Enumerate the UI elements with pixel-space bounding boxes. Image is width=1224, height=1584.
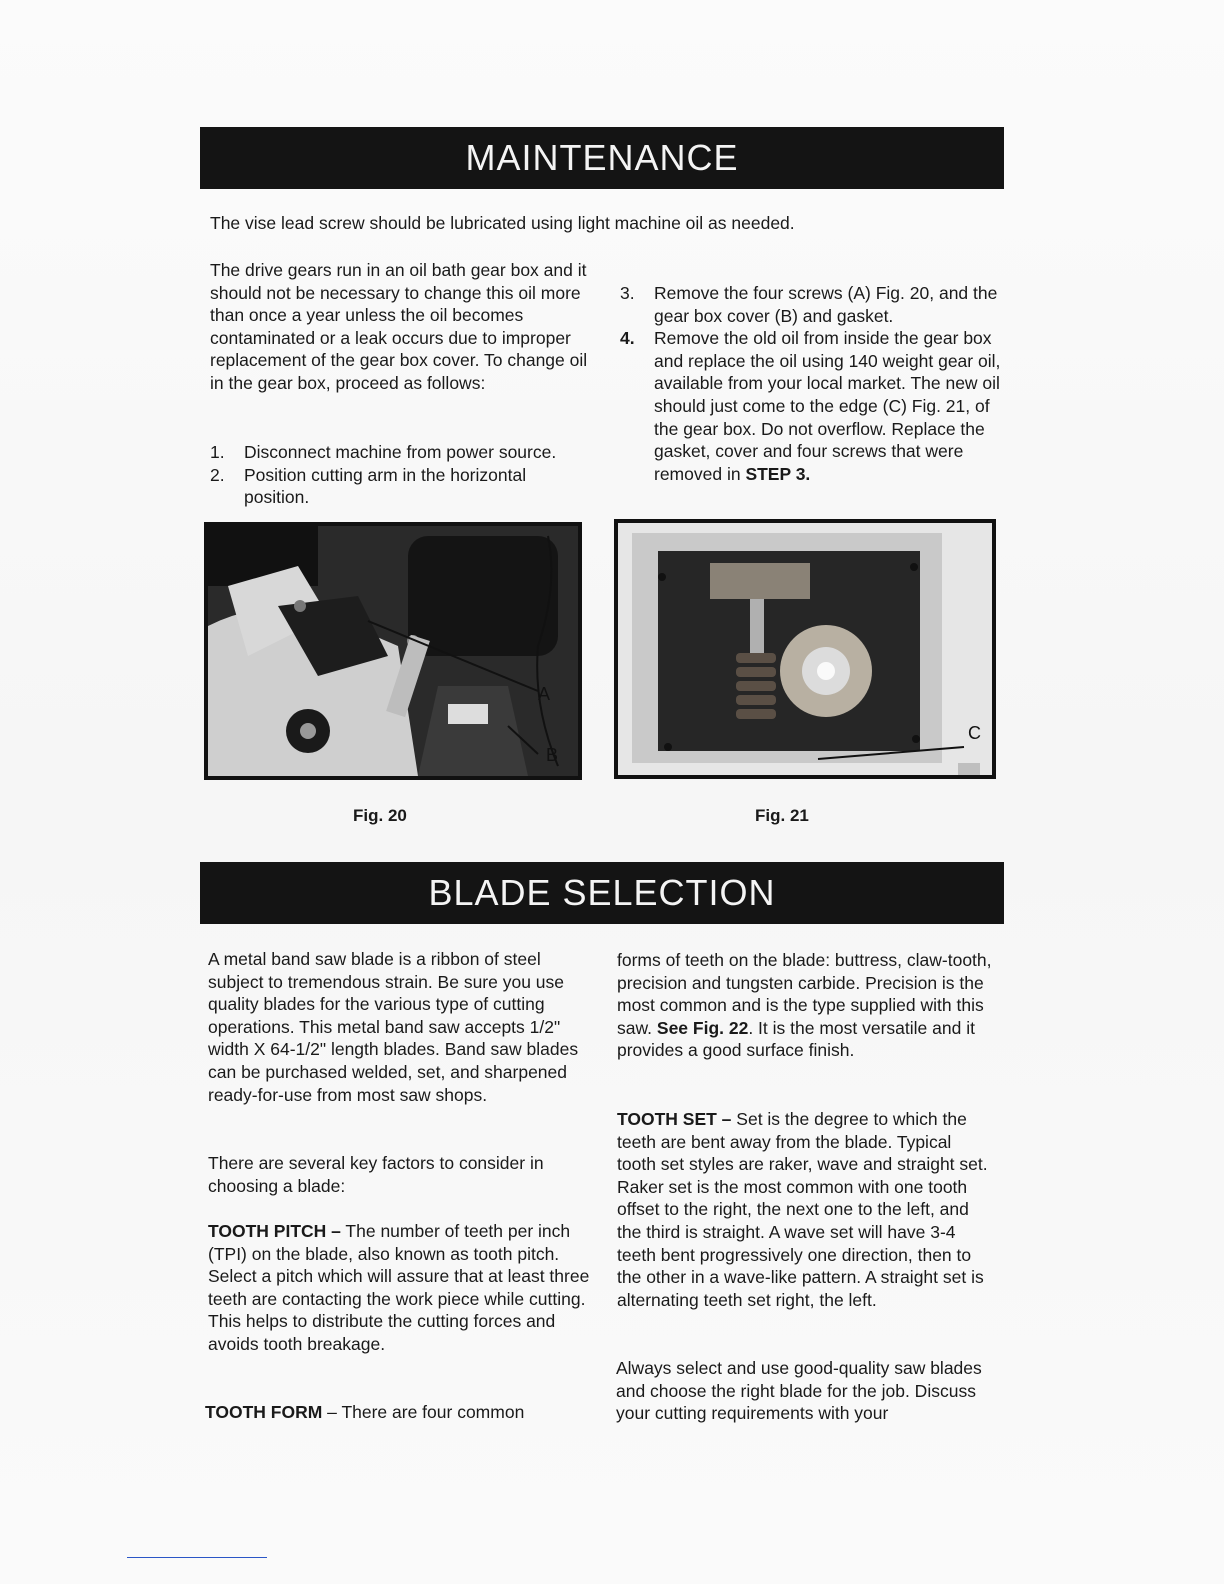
tooth-set-paragraph [617,1108,995,1311]
step-number: 2. [210,464,225,485]
callout-a-label: A [538,684,551,704]
callout-b-label: B [546,745,559,765]
figure-21-photo [614,519,996,779]
step-number: 4. [620,328,635,349]
step-item [620,282,1005,327]
tooth-form-heading: TOOTH FORM [205,1402,323,1422]
step-number: 3. [620,283,635,303]
tooth-pitch-paragraph [208,1220,593,1356]
step-text: Remove the four screws (A) Fig. 20, and the gear box cover (B) and gasket. [654,283,998,326]
step-reference: STEP 3. [745,463,811,484]
step-text: Position cutting arm in the horizontal position. [244,464,527,508]
step-text: Disconnect machine from power source. [244,442,557,462]
closing-paragraph: Always select and use good-quality saw blades and choose the right blade for the job. Discuss your cutting requirements with your [616,1358,982,1424]
maintenance-heading: MAINTENANCE [200,127,1004,189]
tooth-form-text: – There are four common [322,1402,525,1422]
lead-screw-note: The vise lead screw should be lubricated using light machine oil as needed. [210,213,795,233]
step-item [210,464,595,509]
gear-box-cover-illustration [208,526,578,776]
footer-line [127,1557,267,1558]
tooth-form-cont-text-end: . It is the most versatile and it provides a good surface finish. [617,1017,975,1061]
gear-box-interior-illustration [618,523,992,775]
gear-box-paragraph: The drive gears run in an oil bath gear box and it should not be necessary to change this oil more than once a year unless the oil becomes contaminated or a leak occurs due to improper replacement of the gear box cover. To change oil in the gear box, proceed as follows: [210,260,588,393]
fig-22-reference: See Fig. 22 [656,1017,749,1038]
key-factors-paragraph: There are several key factors to consider in choosing a blade: [208,1153,544,1196]
tooth-set-heading: TOOTH SET – [617,1109,732,1129]
tooth-form-paragraph-cont [617,949,995,1062]
step-item [210,441,595,464]
step-number: 1. [210,442,225,462]
blade-selection-heading: BLADE SELECTION [200,862,1004,924]
tooth-set-text: Set is the degree to which the teeth are bent away from the blade. Typical tooth set styles are raker, wave and straight set. Raker set is the most common with one tooth offset to the right, the next one to the left, and the third is straight. A wave set will have 3-4 teeth bent progressively one direction, then to the other in a wave-like pattern. A straight set is alternating teeth set right, the left. [617,1109,988,1310]
step-text: Remove the old oil from inside the gear box and replace the oil using 140 weight gear oil, available from your local market. The new oil should just come to the edge (C) Fig. 21, of the gear box. Do not overflow. Replace the gasket, cover and four screws that were removed in [654,328,1001,484]
step-item [620,327,1005,485]
tooth-form-paragraph-start [205,1401,590,1424]
tooth-form-cont-text: forms of teeth on the blade: buttress, claw-tooth, precision and tungsten carbide. Precision is the most common and is the type supplied with this saw. [617,950,992,1038]
blade-intro-paragraph: A metal band saw blade is a ribbon of steel subject to tremendous strain. Be sure you use quality blades for the various type of cutting operations. This metal band saw accepts 1/2" width X 64-1/2" length blades. Band saw blades can be purchased welded, set, and sharpened ready-for-use from most saw shops. [208,949,579,1105]
figure-20-caption: Fig. 20 [353,806,407,825]
steps-list-left [210,441,595,509]
tooth-pitch-heading: TOOTH PITCH – [208,1221,341,1241]
callout-c-label: C [968,723,981,743]
figure-21-caption: Fig. 21 [755,806,809,825]
tooth-pitch-text: The number of teeth per inch (TPI) on the blade, also known as tooth pitch. Select a pitch which will assure that at least three teeth are contacting the work piece while cutting. This helps to distribute the cutting forces and avoids tooth breakage. [208,1221,590,1354]
figure-20-photo [204,522,582,780]
steps-list-right [620,282,1005,485]
